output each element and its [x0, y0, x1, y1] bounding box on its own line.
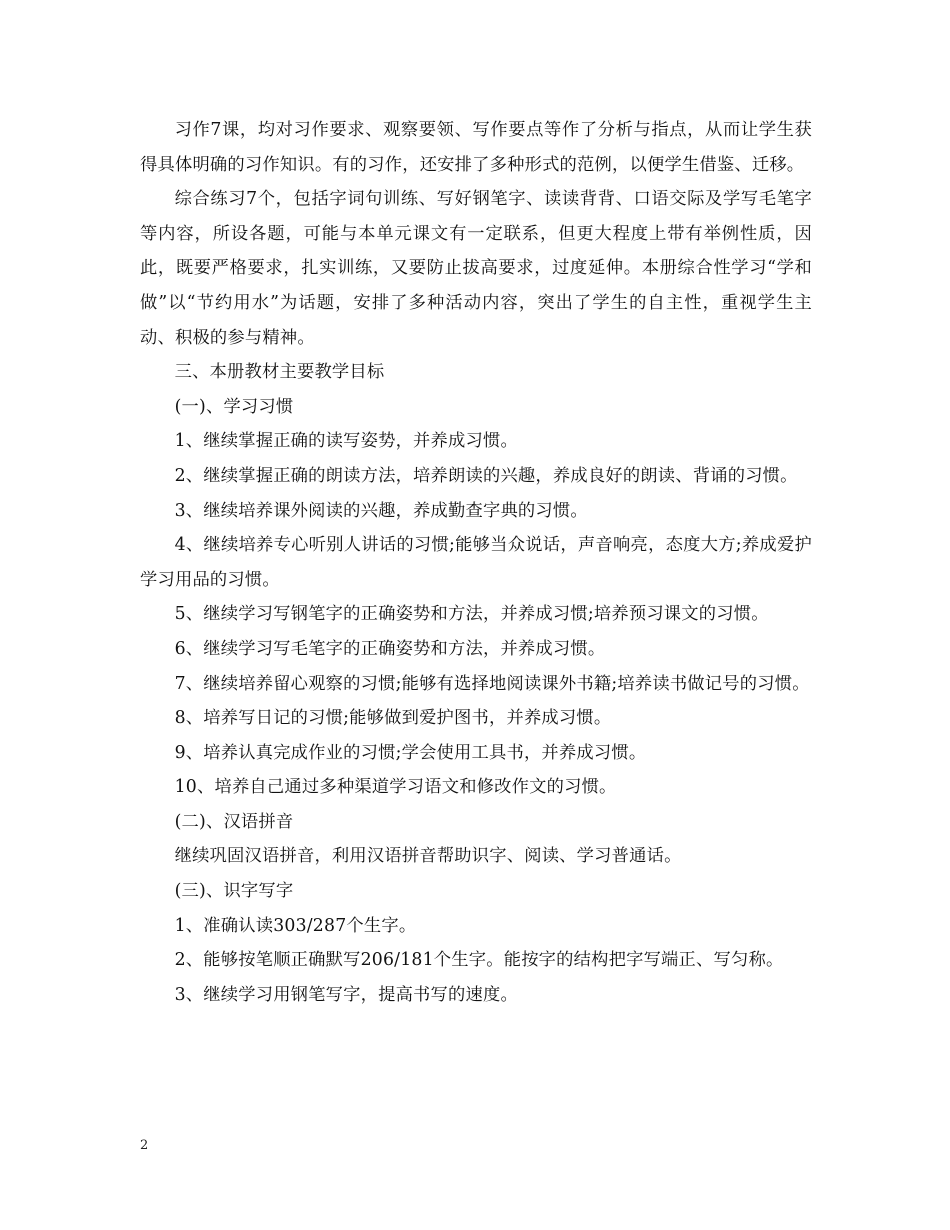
list-item: 9、培养认真完成作业的习惯;学会使用工具书，并养成习惯。: [174, 742, 647, 763]
list-item: 3、继续培养课外阅读的兴趣，养成勤查字典的习惯。: [174, 500, 588, 521]
list-item: 5、继续学习写钢笔字的正确姿势和方法，并养成习惯;培养预习课文的习惯。: [174, 604, 769, 625]
subheading-study-habits: (一)、学习习惯: [174, 396, 294, 417]
paragraph-2: 综合练习7个，包括字词句训练、写好钢笔字、读读背背、口语交际及学写毛笔字等内容，所设各题，可能与本单元课文有一定联系，但更大程度上带有举例性质，因此，既要严格要求，扎实训练，又要防止拔高要求，过度延伸。本册综合性学习“学和做”以“节约用水”为话题，安排了多种活动内容，突出了学生的自主性，重视学生主动、积极的参与精神。: [140, 189, 812, 348]
list-item: 1、继续掌握正确的读写姿势，并养成习惯。: [174, 431, 518, 452]
body-text: [140, 113, 812, 1012]
list-item: 2、能够按笔顺正确默写206/181个生字。能按字的结构把字写端正、写匀称。: [174, 950, 784, 971]
subheading-pinyin: (二)、汉语拼音: [174, 811, 294, 832]
section-heading-3: 三、本册教材主要教学目标: [174, 362, 385, 383]
list-item: 10、培养自己通过多种渠道学习语文和修改作文的习惯。: [174, 777, 617, 798]
list-item: 2、继续掌握正确的朗读方法，培养朗读的兴趣，养成良好的朗读、背诵的习惯。: [174, 465, 798, 486]
page-number: 2: [140, 1138, 149, 1153]
list-item: 6、继续学习写毛笔字的正确姿势和方法，并养成习惯。: [174, 638, 606, 659]
paragraph-pinyin: 继续巩固汉语拼音，利用汉语拼音帮助识字、阅读、学习普通话。: [174, 846, 682, 867]
list-item: 3、继续学习用钢笔写字，提高书写的速度。: [174, 984, 518, 1005]
list-item: 4、继续培养专心听别人讲话的习惯;能够当众说话，声音响亮，态度大方;养成爱护学习用品的习惯。: [140, 535, 812, 590]
list-item: 7、继续培养留心观察的习惯;能够有选择地阅读课外书籍;培养读书做记号的习惯。: [174, 673, 810, 694]
list-item: 8、培养写日记的习惯;能够做到爱护图书，并养成习惯。: [174, 708, 612, 729]
subheading-literacy: (三)、识字写字: [174, 881, 294, 902]
list-item: 1、准确认读303/287个生字。: [174, 915, 417, 936]
paragraph-1: 习作7课，均对习作要求、观察要领、写作要点等作了分析与指点，从而让学生获得具体明确的习作知识。有的习作，还安排了多种形式的范例，以便学生借鉴、迁移。: [140, 120, 812, 175]
